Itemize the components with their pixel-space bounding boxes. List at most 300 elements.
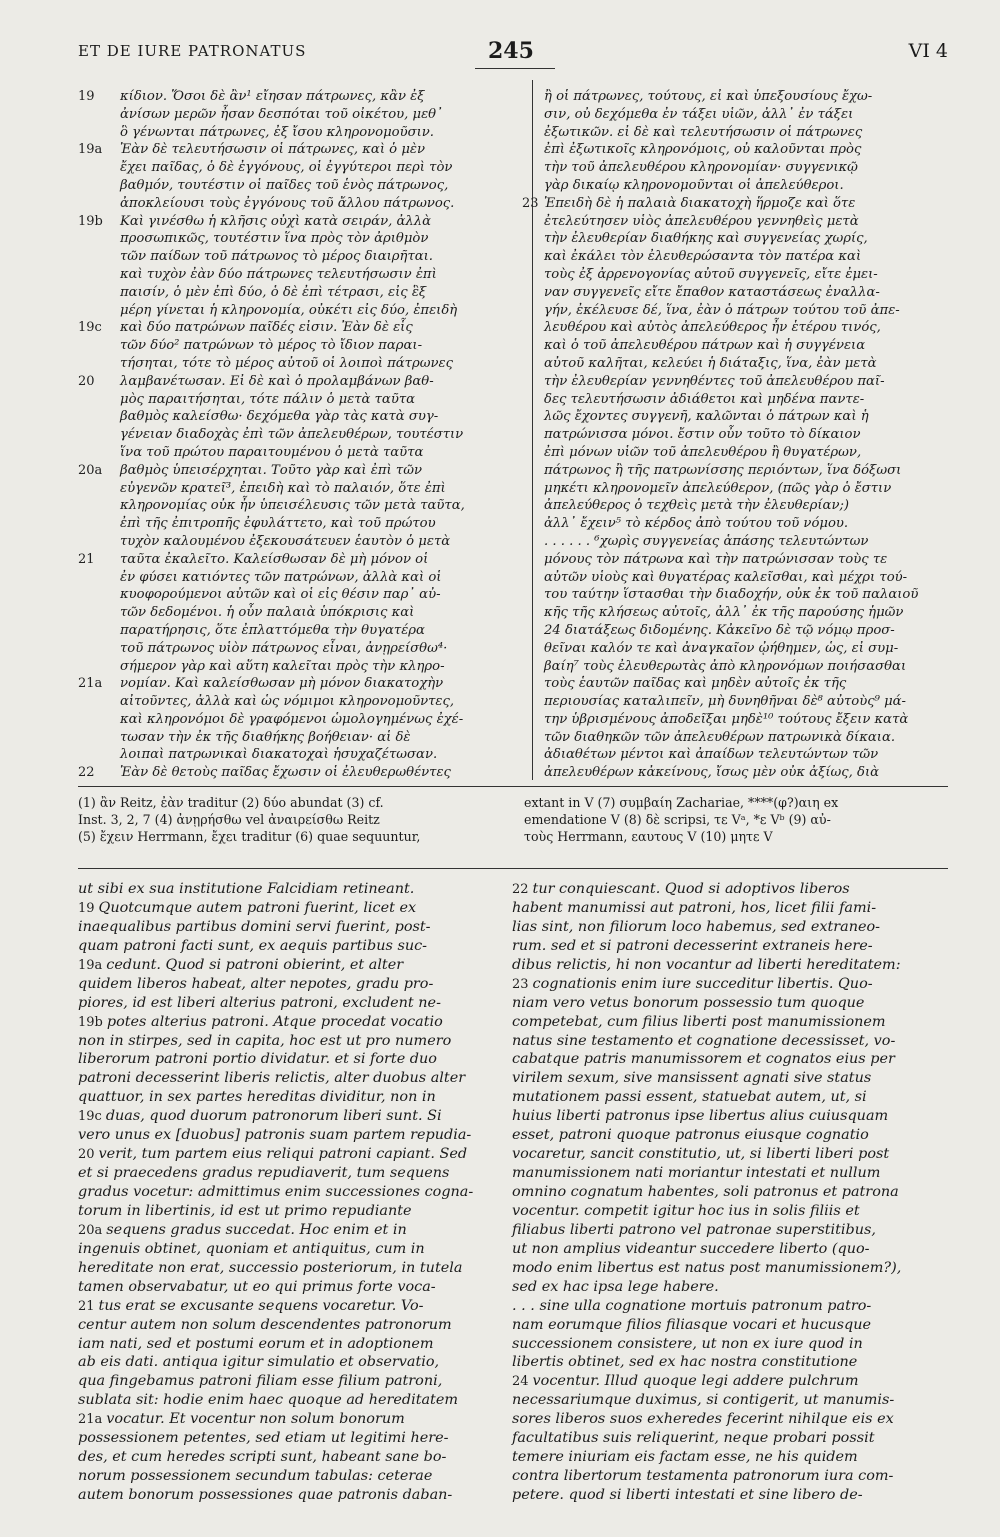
section-marker: 21 [78,1298,95,1314]
text-line [78,640,526,658]
line-text: ἐτελεύτησεν υἱὸς ἀπελευθέρου γεννηθεὶς μετὰ [544,213,859,229]
text-line [78,729,526,747]
line-text: temere iniuriam eis factam esse, ne his quidem [512,1449,858,1466]
line-text: καὶ ὁ τοῦ ἀπελευθέρου πάτρων καὶ ἡ συγγένεια [544,338,866,354]
line-text: norum possessionem secundum tabulas: ceterae [78,1468,433,1485]
text-line [544,693,948,711]
line-text: βαίη⁷ τοὺς ἐλευθερωτὰς ἀπὸ κληρονόμων ποιήσασθαι [544,658,907,674]
line-text: προσωπικῶς, τουτέστιν ἵνα πρὸς τὸν ἀριθμὸν [120,231,429,247]
line-text: centur autem non solum descendentes patronorum [78,1316,452,1333]
line-text: καὶ τυχὸν ἐὰν δύο πάτρωνες τελευτήσωσιν ἐπὶ [120,266,437,282]
text-line [522,195,948,213]
text-line [78,1467,508,1486]
text-line [512,1316,948,1335]
text-line [78,569,526,587]
line-text: duas, quod duorum patronorum liberi sunt. Si [105,1108,442,1125]
text-line [78,1183,508,1202]
text-line [78,1240,508,1259]
line-text: μόνους τὸν πάτρωνα καὶ τὴν πατρώνισσαν τοὺς τε [544,551,888,567]
line-text: λοιπαὶ πατρωνικαὶ διακατοχαὶ ἡσυχαζέτωσαν. [120,747,438,763]
text-line [544,746,948,764]
line-text: rum. sed et si patroni decesserint extraneis here- [512,937,873,954]
line-text: cognationis enim iure succeditur libertis. Quo- [532,975,873,992]
line-text: omnino cognatum habentes, soli patronus et patrona [512,1184,899,1200]
text-line [78,956,508,975]
text-line [78,266,526,284]
line-text: qua fingebamus patroni filiam esse filium patroni, [78,1373,443,1390]
text-line [78,1259,508,1278]
section-marker: 19a [78,142,103,158]
line-text: ὃ γένωνται πάτρωνες, ἐξ ἴσου κληρονομοῦσιν. [120,124,434,140]
text-line [512,918,948,937]
line-text: 24 διατάξεως διδομένης. Κἀκεῖνο δὲ τῷ νόμῳ προσ- [544,622,895,638]
text-line [512,1486,948,1505]
line-text: ἀδιαθέτων μέντοι καὶ ἀπαίδων τελευτώντων τῶν [544,747,879,763]
text-line [78,1486,508,1505]
text-line [512,1088,948,1107]
text-line [78,177,526,195]
line-text: τῶν διαθηκῶν τῶν ἀπελευθέρων πατρωνικὰ δίκαια. [544,729,896,745]
text-line [544,711,948,729]
line-text: contra libertorum testamenta patronorum iura com- [512,1468,894,1485]
text-line [544,515,948,533]
section-marker: 20 [78,373,95,389]
text-line [512,956,948,975]
line-text: τὴν ἐλευθερίαν γεννηθέντες τοῦ ἀπελευθέρου παῖ- [544,373,885,389]
line-text: αὐτοῦ καλῆται, κελεύει ἡ διάταξις, ἵνα, ἐὰν μετὰ [544,355,877,371]
line-text: ἀπελευθέρων κἀκείνους, ἴσως μὲν οὐκ ἀξίως, διὰ [544,765,880,781]
page-number: 245 [488,38,534,64]
line-text: sequens gradus succedat. Hoc enim et in [106,1221,407,1238]
text-line [512,1032,948,1051]
text-line [512,1126,948,1145]
line-text: την ὑβρισμένους ἀποδεῖξαι μηδὲ¹⁰ τούτους ἔξειν κατὰ [544,711,909,727]
footnote-line: emendatione V (8) δὲ scripsi, τε Vᵃ, *ε Vᵇ (9) αὐ- [524,812,831,827]
text-line [512,899,948,918]
text-line [78,1353,508,1372]
text-line [78,1391,508,1410]
text-line [78,1050,508,1069]
section-marker: 19b [78,1014,103,1030]
line-text: πάτρωνος ἢ τῆς πατρωνίσσης περιόντων, ἵνα δόξωσι [544,462,902,478]
section-marker: 22 [78,765,95,781]
text-line [78,1335,508,1354]
text-line [544,551,948,569]
line-text: huius liberti patronus ipse libertus alius cuiusquam [512,1108,889,1125]
text-line [78,994,508,1013]
text-line [512,994,948,1013]
text-line [512,1069,948,1088]
text-line [78,604,526,622]
line-text: patroni decesserint liberis relictis, alter duobus alter [78,1070,466,1087]
text-line [544,764,948,782]
text-line [78,124,526,142]
text-line [78,213,526,231]
text-line [544,141,948,159]
text-line [78,746,526,764]
line-text: ταῦτα ἐκαλεῖτο. Καλείσθωσαν δὲ μὴ μόνον οἱ [120,551,429,567]
text-line [78,675,526,693]
text-line [78,444,526,462]
line-text: γένειαν διαδοχὰς ἐπὶ τῶν ἀπελευθέρων, τουτέστιν [120,427,464,443]
line-text: ingenuis obtinet, quoniam et antiquitus, cum in [78,1240,425,1257]
text-line [78,1126,508,1145]
text-line [78,551,526,569]
line-text: ἐξωτικῶν. εἰ δὲ καὶ τελευτήσωσιν οἱ πάτρωνες [544,124,863,140]
section-marker: 21 [78,551,95,567]
line-text: καὶ κληρονόμοι δὲ γραφόμενοι ὡμολογημένως ἐχέ- [120,711,464,727]
line-text: νομίαν. Καὶ καλείσθωσαν μὴ μόνον διακατοχὴν [120,676,444,692]
line-text: τοὺς ἐξ ἀρρενογονίας αὐτοῦ συγγενεῖς, εἴτε ἐμει- [544,266,878,282]
text-line [544,622,948,640]
line-text: τὴν τοῦ ἀπελευθέρου κληρονομίαν· συγγενικῷ [544,160,858,176]
footnote-line: Inst. 3, 2, 7 (4) ἀνῃρήσθω vel ἀναιρείσθω Reitz [78,812,380,827]
text-line [544,284,948,302]
text-line [512,1202,948,1221]
greek-column-divider [532,80,533,780]
text-line [78,337,526,355]
line-text: ut sibi ex sua institutione Falcidiam retineant. [78,881,415,897]
text-line [78,373,526,391]
text-line [78,1013,508,1032]
footnote-line: (1) ἂν Reitz, ἐὰν traditur (2) δύο abundat (3) cf. [78,795,384,810]
text-line [512,1221,948,1240]
text-line [78,302,526,320]
text-line [544,124,948,142]
text-line [78,1164,508,1183]
section-marker: 23 [522,195,539,211]
line-text: τῶν παίδων τοῦ πάτρωνος τὸ μέρος διαιρῆται. [120,249,434,265]
line-text: Ἐπειδὴ δὲ ἡ παλαιὰ διακατοχὴ ἥρμοζε καὶ ὅτε [544,195,856,211]
line-text: αὐτῶν υἱοὺς καὶ θυγατέρας καλεῖσθαι, καὶ μέχρι τού- [544,569,908,585]
line-text: vero unus ex [duobus] patronis suam partem repudia- [78,1127,472,1144]
line-text: ἐν φύσει κατιόντες τῶν πατρώνων, ἀλλὰ καὶ οἱ [120,569,442,585]
line-text: μηκέτι κληρονομεῖν ἀπελεύθερον, (πῶς γὰρ ὁ ἔστιν [544,480,892,496]
section-marker: 21a [78,676,103,692]
line-text: ἵνα τοῦ πρώτου παραιτουμένου ὁ μετὰ ταῦτα [120,444,424,460]
text-line [78,284,526,302]
text-line [78,937,508,956]
text-line [78,159,526,177]
line-text: niam vero vetus bonorum possessio tum quoque [512,994,865,1011]
line-text: inaequalibus partibus domini servi fuerint, post- [78,918,431,935]
text-line [78,141,526,159]
line-text: βαθμὸς καλείσθω· δεχόμεθα γὰρ τὰς κατὰ συγ- [120,409,439,425]
text-line [78,1410,508,1429]
section-marker: 20a [78,462,103,478]
text-line [544,159,948,177]
text-line [78,1297,508,1316]
line-text: vocentur. competit igitur hoc ius in solis filiis et [512,1202,860,1219]
line-text: tur conquiescant. Quod si adoptivos liberos [532,881,850,897]
greek-column-right [522,88,948,782]
line-text: torum in libertinis, id est ut primo repudiante [78,1202,412,1219]
text-line [544,319,948,337]
text-line [544,729,948,747]
line-text: τοὺς ἑαυτῶν παῖδας καὶ μηδὲν αὐτοῖς ἐκ τῆς [544,676,847,692]
line-text: autem bonorum possessiones quae patronis daban- [78,1487,453,1503]
text-line [544,426,948,444]
text-line [78,533,526,551]
section-marker: 19c [78,1109,102,1125]
text-line [78,693,526,711]
text-line [78,1221,508,1240]
text-line [544,675,948,693]
line-text: γήν, ἐκέλευσε δέ, ἵνα, ἐὰν ὁ πάτρων τούτου τοῦ ἀπε- [544,302,900,318]
text-line [78,918,508,937]
line-text: παρατήρησις, ὅτε ἐπλαττόμεθα τὴν θυγατέρα [120,622,425,638]
text-line [78,106,526,124]
text-line [78,88,526,106]
text-line [78,711,526,729]
text-line [544,302,948,320]
text-line [78,975,508,994]
text-line [544,391,948,409]
text-line [544,533,948,551]
text-line [544,480,948,498]
line-text: Ἐὰν δὲ θετοὺς παῖδας ἔχωσιν οἱ ἐλευθερωθέντες [120,765,451,781]
text-line [512,1107,948,1126]
text-line [512,1164,948,1183]
line-text: sores liberos suos exheredes fecerint nihilque eis ex [512,1411,894,1428]
line-text: facultatibus suis reliquerint, neque probari possit [512,1430,875,1447]
text-line [78,764,526,782]
text-line [512,975,948,994]
line-text: successionem consistere, ut non ex iure quod in [512,1335,863,1352]
latin-column-left [78,880,508,1505]
line-text: παισίν, ὁ μὲν ἐπὶ δύο, ὁ δὲ ἐπὶ τέτρασι, εἰς ἓξ [120,284,427,300]
text-line [544,213,948,231]
text-line [544,248,948,266]
footnote-line: (5) ἔχειν Herrmann, ἔχει traditur (6) quae sequuntur, [78,829,421,844]
footnote-line: τοὺς Herrmann, εαυτους V (10) μητε V [524,829,773,844]
text-line [512,1013,948,1032]
line-text: gradus vocetur: admittimus enim successiones cogna- [78,1184,474,1200]
text-line [512,1353,948,1372]
text-line [78,1032,508,1051]
text-line [512,1335,948,1354]
line-text: manumissionem nati moriantur intestati et nullum [512,1165,881,1182]
line-text: ἀπελεύθερος ὁ τεχθεὶς μετὰ τὴν ἐλευθερίαν;) [544,498,850,514]
greek-column-left [78,88,526,782]
text-line [512,1448,948,1467]
line-text: ἀνίσων μερῶν ἦσαν δεσπόται τοῦ οἰκέτου, μεθ᾽ [120,106,443,122]
text-line [78,622,526,640]
text-line [78,1448,508,1467]
line-text: πατρώνισσα μόνοι. ἔστιν οὖν τοῦτο τὸ δίκαιον [544,427,861,443]
text-line [512,937,948,956]
text-line [78,248,526,266]
latin-column-right [512,880,948,1505]
line-text: liberorum patroni portio dividatur. et si forte duo [78,1051,437,1068]
line-text: des, et cum heredes scripti sunt, habeant sane bo- [78,1449,447,1466]
line-text: cedunt. Quod si patroni obierint, et alter [106,956,404,973]
text-line [512,1429,948,1448]
line-text: κυοφορούμενοι αὐτῶν καὶ οἱ εἰς θέσιν παρ᾽ αὐ- [120,587,441,603]
text-line [544,640,948,658]
section-marker: 20 [78,1147,95,1163]
text-line [544,266,948,284]
text-line [78,462,526,480]
line-text: virilem sexum, sive mansissent agnati sive status [512,1070,872,1087]
line-text: λῶς ἔχοντες συγγενῆ, καλῶνται ὁ πάτρων καὶ ἡ [544,409,869,425]
text-line [544,497,948,515]
text-line [78,1429,508,1448]
line-text: τὴν ἐλευθερίαν διαθήκης καὶ συγγενείας χωρίς, [544,231,868,247]
section-marker: 19a [78,957,103,973]
line-text: non in stirpes, sed in capita, hoc est ut pro numero [78,1032,452,1049]
section-marker: 21a [78,1412,103,1428]
text-line [78,319,526,337]
section-marker: 22 [512,882,529,897]
text-line [544,569,948,587]
text-line [544,658,948,676]
section-marker: 23 [512,976,529,992]
line-text: θεῖναι καλόν τε καὶ ἀναγκαῖον ᾠήθημεν, ὡς, εἰ συμ- [544,640,899,656]
text-line [78,426,526,444]
line-text: vocatur. Et vocentur non solum bonorum [106,1411,405,1428]
text-line [544,408,948,426]
line-text: tamen observabatur, ut eo qui primus forte voca- [78,1278,436,1295]
text-line [544,604,948,622]
text-line [544,355,948,373]
text-line [78,355,526,373]
footnotes-left [78,794,508,845]
line-text: τοῦ πάτρωνος υἱὸν πάτρωνος εἶναι, ἀνῃρείσθω⁴· [120,640,448,656]
line-text: Ἐὰν δὲ τελευτήσωσιν οἱ πάτρωνες, καὶ ὁ μὲν [120,142,425,158]
text-line [78,1202,508,1221]
text-line [512,1297,948,1316]
line-text: piores, id est liberi alterius patroni, excludent ne- [78,994,441,1011]
text-line [78,1372,508,1391]
line-text: petere. quod si liberti intestati et sine libero de- [512,1487,863,1503]
line-text: mutationem passi essent, statuebat autem, ut, si [512,1089,867,1106]
header-number-underline [475,68,555,69]
text-line [78,1316,508,1335]
line-text: τυχὸν καλουμένου ἐξεκουσάτευεν ἑαυτὸν ὁ μετὰ [120,533,451,549]
line-text: tus erat se excusante sequens vocaretur. Vo- [98,1297,424,1314]
line-text: habent manumissi aut patroni, hos, licet filii fami- [512,899,877,916]
line-text: καὶ δύο πατρώνων παῖδές εἰσιν. Ἐὰν δὲ εἷς [120,320,413,336]
line-text: modo enim libertus est natus post manumissionem?), [512,1259,902,1276]
line-text: μέρη γίνεται ἡ κληρονομία, οὐκέτι εἰς δύο, ἐπειδὴ [120,302,458,318]
line-text: Καὶ γινέσθω ἡ κλῆσις οὐχὶ κατὰ σειράν, ἀλλὰ [120,213,431,229]
line-text: κληρονομίας οὐκ ἦν ὑπεισέλευσις τῶν μετὰ ταῦτα, [120,498,465,514]
text-line [78,408,526,426]
text-line [512,1259,948,1278]
line-text: σιν, οὐ δεχόμεθα ἐν τάξει υἱῶν, ἀλλ᾽ ἐν τάξει [544,106,854,122]
line-text: λευθέρου καὶ αὐτὸς ἀπελεύθερος ἦν ἑτέρου τινός, [544,320,881,336]
line-text: περιουσίας καταλιπεῖν, μὴ δυνηθῆναι δὲ⁸ αὐτοὺς⁹ μά- [544,694,907,710]
text-line [512,1145,948,1164]
line-text: quam patroni facti sunt, ex aequis partibus suc- [78,937,428,954]
text-line [544,337,948,355]
line-text: quidem liberos habeat, alter nepotes, gradu pro- [78,975,434,992]
line-text: ἔχει παῖδας, ὁ δὲ ἐγγόνους, οἱ ἐγγύτεροι περὶ τὸν [120,160,453,176]
line-text: γὰρ δικαίῳ κληρονομοῦνται οἱ ἀπελεύθεροι. [544,177,844,193]
line-text: libertis obtinet, sed ex hac nostra constitutione [512,1354,858,1371]
line-text: τῶν δεδομένοι. ἡ οὖν παλαιὰ ὑπόκρισις καὶ [120,605,415,621]
line-text: εὐγενῶν κρατεῖ³, ἐπειδὴ καὶ τὸ παλαιόν, ὅτε ἐπὶ [120,480,446,496]
text-line [78,497,526,515]
section-marker: 19b [78,213,103,229]
text-line [512,1240,948,1259]
line-text: nam eorumque filios filiasque vocari et hucusque [512,1316,871,1333]
line-text: κίδιον. Ὅσοι δὲ ἂν¹ εἴησαν πάτρωνες, κἂν ἐξ [120,89,425,104]
line-text: . . . . . . ⁶χωρὶς συγγενείας ἁπάσης τελευτώντων [544,533,869,549]
line-text: Quotcumque autem patroni fuerint, licet ex [98,899,417,916]
text-line [544,586,948,604]
text-line [544,177,948,195]
text-line [78,586,526,604]
footnote-separator [78,786,948,787]
footnote-line: extant in V (7) συμβαίη Zachariae, ****(φ?)αιη ex [524,795,839,810]
line-text: κῆς τῆς κλήσεως αὐτοῖς, ἀλλ᾽ ἐκ τῆς παρούσης ἡμῶν [544,605,904,621]
line-text: ἐπὶ μόνων υἱῶν τοῦ ἀπελευθέρου ἢ θυγατέρων, [544,444,862,460]
line-text: filiabus liberti patrono vel patronae superstitibus, [512,1221,876,1238]
line-text: βαθμόν, τουτέστιν οἱ παῖδες τοῦ ἑνὸς πάτρωνος, [120,177,449,193]
line-text: natus sine testamento et cognatione decessisset, vo- [512,1032,896,1049]
line-text: sublata sit: hodie enim haec quoque ad hereditatem [78,1392,459,1409]
line-text: ab eis dati. antiqua igitur simulatio et observatio, [78,1354,440,1371]
text-line [512,1391,948,1410]
text-line [78,1107,508,1126]
text-line [544,462,948,480]
line-text: σήμερον γὰρ καὶ αὕτη καλεῖται πρὸς τὴν κληρο- [120,658,445,674]
text-line [78,1088,508,1107]
line-text: τῶν δύο² πατρώνων τὸ μέρος τὸ ἴδιον παραι- [120,338,423,354]
text-line [544,106,948,124]
line-text: necessariumque duximus, si contigerit, ut manumis- [512,1392,895,1409]
text-line [78,1278,508,1297]
section-marker: 19 [78,900,95,916]
text-line [78,230,526,248]
text-line [512,1278,948,1297]
line-text: et si praecedens gradus repudiaverit, tum sequens [78,1165,450,1182]
text-line [512,1372,948,1391]
text-line [512,1467,948,1486]
text-line [78,515,526,533]
line-text: quattuor, in sex partes hereditas dividitur, non in [78,1089,436,1106]
text-line [512,880,948,899]
line-text: . . . sine ulla cognatione mortuis patronum patro- [512,1297,872,1314]
line-text: ναν συγγενεῖς εἴτε ἔπαθον καταστάσεως ἐναλλα- [544,284,880,300]
line-text: του ταύτην ἵστασθαι τὴν διαδοχήν, οὐκ ἐκ τοῦ παλαιοῦ [544,587,919,603]
line-text: verit, tum partem eius reliqui patroni capiant. Sed [98,1146,468,1163]
line-text: esset, patroni quoque patronus eiusque cognatio [512,1127,869,1144]
text-line [78,1145,508,1164]
line-text: βαθμὸς ὑπεισέρχηται. Τοῦτο γὰρ καὶ ἐπὶ τῶν [120,462,422,478]
text-line [78,195,526,213]
section-marker: 19c [78,320,102,336]
line-text: ἐπὶ ἐξωτικοῖς κληρονόμοις, οὐ καλοῦνται πρὸς [544,142,862,158]
line-text: ἢ οἱ πάτρωνες, τούτους, εἰ καὶ ὑπεξουσίους ἔχω- [544,89,873,104]
line-text: hereditate non erat, successio posteriorum, in tutela [78,1259,463,1276]
line-text: dibus relictis, hi non vocantur ad liberti hereditatem: [512,956,901,973]
line-text: competebat, cum filius liberti post manumissionem [512,1013,886,1030]
line-text: τήσηται, τότε τὸ μέρος αὐτοῦ οἱ λοιποὶ πάτρωνες [120,355,453,371]
section-number: VI 4 [908,40,948,62]
text-line [78,480,526,498]
text-line [78,899,508,918]
text-line [78,658,526,676]
section-marker: 19 [78,89,95,104]
line-text: cabatque patris manumissorem et cognatos eius per [512,1051,895,1068]
text-line [78,880,508,899]
line-text: ἐπὶ τῆς ἐπιτροπῆς ἐφυλάττετο, καὶ τοῦ πρώτου [120,516,436,532]
line-text: ut non amplius videantur succedere liberto (quo- [512,1240,870,1257]
text-line [512,1183,948,1202]
